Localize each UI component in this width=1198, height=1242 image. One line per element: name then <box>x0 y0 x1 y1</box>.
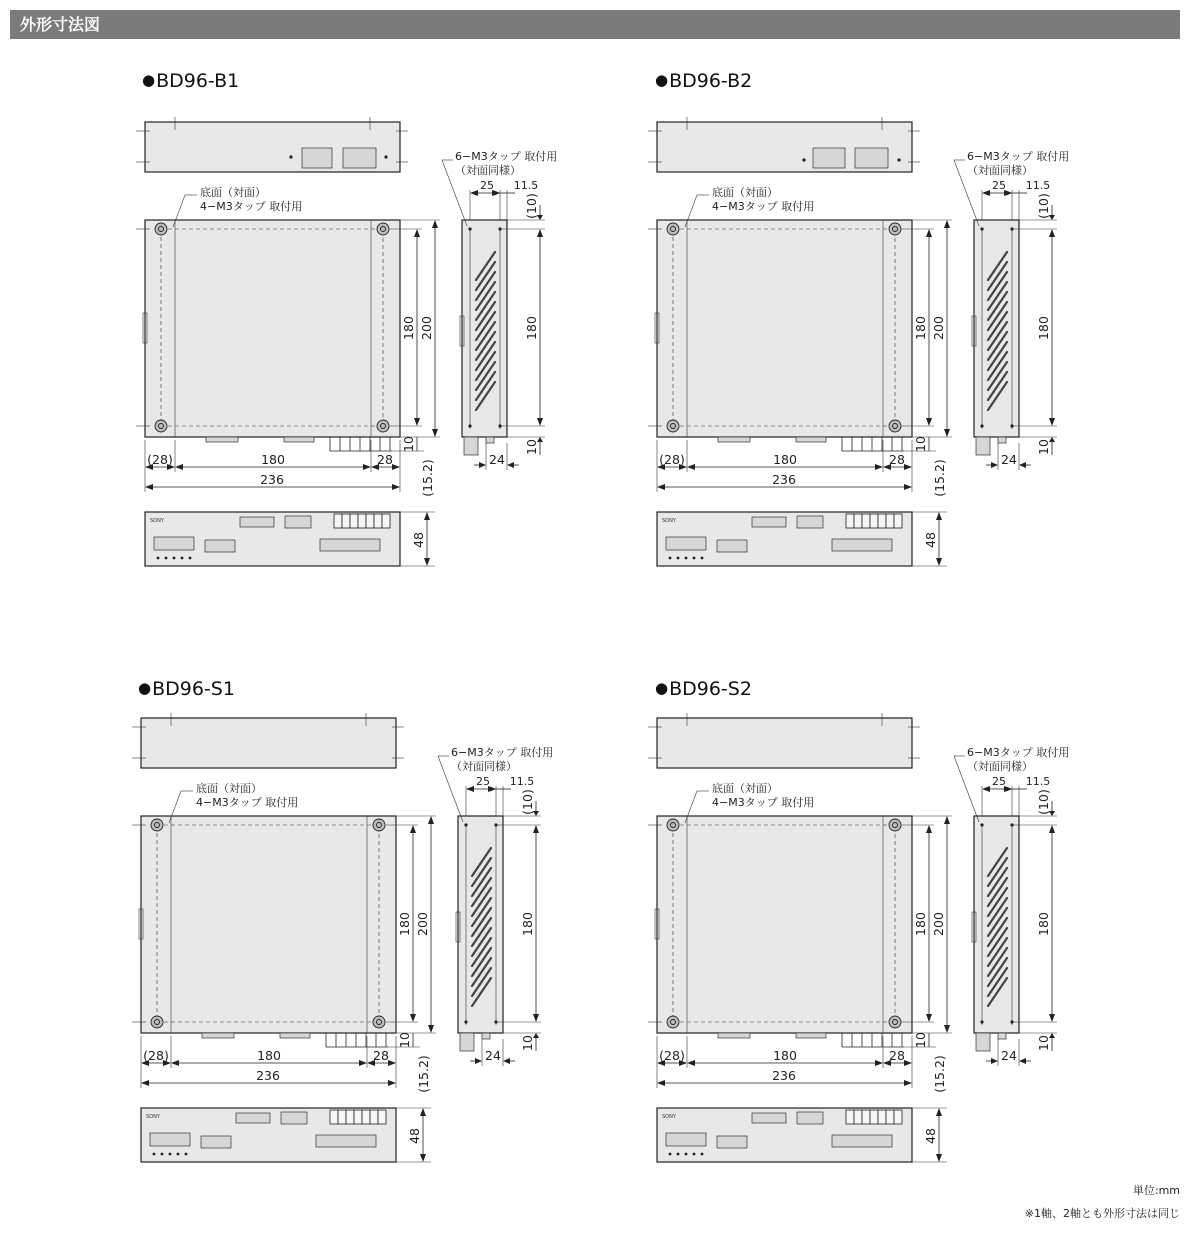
b2-dim-side-width: 24 <box>1001 452 1017 467</box>
s2-side-tap-label-1: 6−M3タップ 取付用 <box>967 746 1070 759</box>
b2-dim-depth-inner: 180 <box>913 316 928 340</box>
b1-dim-side-top-ten: (10) <box>524 193 539 219</box>
s2-dim-side-inner: 180 <box>1036 912 1051 936</box>
b2-dim-height: 48 <box>923 532 938 548</box>
b1-top-window-2 <box>343 148 376 168</box>
b2-panel-brand: SONY <box>662 518 676 524</box>
s1-side-tap-label-2: （対面同様） <box>451 760 517 773</box>
b1-dim-side-inner: 180 <box>524 316 539 340</box>
s2-bottom-tap-label-1: 底面（対面） <box>712 782 778 795</box>
s2-dim-width-inner: 180 <box>773 1048 797 1063</box>
b1-panel-brand: SONY <box>150 518 164 524</box>
b2-bottom-tap-label-1: 底面（対面） <box>712 186 778 199</box>
s1-dim-height: 48 <box>407 1128 422 1144</box>
b2-dim-depth-total: 200 <box>931 316 946 340</box>
s2-dim-left-offset: (28) <box>659 1048 685 1063</box>
b2-dim-left-offset: (28) <box>659 452 685 467</box>
b1-dim-depth-ten: 10 <box>401 436 416 452</box>
s2-dim-depth-inner: 180 <box>913 912 928 936</box>
b1-side-tap-label-2: （対面同様） <box>455 164 521 177</box>
s1-dim-width-inner: 180 <box>257 1048 281 1063</box>
model-title-b2: ●BD96-B2 <box>655 70 753 92</box>
s2-dim-depth-ten: 10 <box>913 1032 928 1048</box>
b2-dim-side-a: 25 <box>992 179 1006 192</box>
b1-dim-right-offset: 28 <box>377 452 393 467</box>
b1-dim-depth-inner: 180 <box>401 316 416 340</box>
b2-bottom-tap-label-2: 4−M3タップ 取付用 <box>712 200 815 213</box>
s1-dim-side-top-ten: (10) <box>520 789 535 815</box>
b1-bottom-tap-label-1: 底面（対面） <box>200 186 266 199</box>
s1-dim-side-inner: 180 <box>520 912 535 936</box>
s2-dim-side-a: 25 <box>992 775 1006 788</box>
b2-dim-width-total: 236 <box>772 472 796 487</box>
s2-dim-side-top-ten: (10) <box>1036 789 1051 815</box>
b1-dim-side-width: 24 <box>489 452 505 467</box>
b1-side-tap-label-1: 6−M3タップ 取付用 <box>455 150 558 163</box>
b1-top-window-1 <box>302 148 332 168</box>
b2-side-tap-label-1: 6−M3タップ 取付用 <box>967 150 1070 163</box>
b1-bottom-tap-label-2: 4−M3タップ 取付用 <box>200 200 303 213</box>
b1-dim-connector-depth: (15.2) <box>420 459 435 497</box>
b2-dim-side-top-ten: (10) <box>1036 193 1051 219</box>
b1-dim-side-a: 25 <box>480 179 494 192</box>
s2-dim-side-width: 24 <box>1001 1048 1017 1063</box>
s1-panel-brand: SONY <box>146 1114 160 1120</box>
s2-dim-depth-total: 200 <box>931 912 946 936</box>
b1-dim-depth-total: 200 <box>419 316 434 340</box>
s1-bottom-tap-label-2: 4−M3タップ 取付用 <box>196 796 299 809</box>
s2-dim-side-b: 11.5 <box>1025 775 1051 788</box>
s1-dim-side-a: 25 <box>476 775 490 788</box>
model-title-b1: ●BD96-B1 <box>142 70 240 92</box>
b1-dim-left-offset: (28) <box>147 452 173 467</box>
b2-dim-connector-depth: (15.2) <box>932 459 947 497</box>
model-title-s2: ●BD96-S2 <box>655 678 752 700</box>
s1-side-tap-label-1: 6−M3タップ 取付用 <box>451 746 554 759</box>
s1-dim-width-total: 236 <box>256 1068 280 1083</box>
s2-dim-side-bottom-ten: 10 <box>1036 1035 1051 1051</box>
s1-dim-side-width: 24 <box>485 1048 501 1063</box>
s1-dim-depth-ten: 10 <box>397 1032 412 1048</box>
b1-dim-width-inner: 180 <box>261 452 285 467</box>
s2-dim-height: 48 <box>923 1128 938 1144</box>
s1-dim-left-offset: (28) <box>143 1048 169 1063</box>
s2-bottom-tap-label-2: 4−M3タップ 取付用 <box>712 796 815 809</box>
s2-dim-right-offset: 28 <box>889 1048 905 1063</box>
b2-dim-side-bottom-ten: 10 <box>1036 439 1051 455</box>
dimension-note: ※1軸、2軸とも外形寸法は同じ <box>1024 1207 1180 1220</box>
b1-dim-width-total: 236 <box>260 472 284 487</box>
s1-dim-right-offset: 28 <box>373 1048 389 1063</box>
b1-dim-side-bottom-ten: 10 <box>524 439 539 455</box>
s2-side-tap-label-2: （対面同様） <box>967 760 1033 773</box>
b2-dim-side-inner: 180 <box>1036 316 1051 340</box>
s2-dim-connector-depth: (15.2) <box>932 1055 947 1093</box>
s1-dim-connector-depth: (15.2) <box>416 1055 431 1093</box>
b1-dim-side-b: 11.5 <box>513 179 539 192</box>
b1-dim-height: 48 <box>411 532 426 548</box>
b2-dim-right-offset: 28 <box>889 452 905 467</box>
model-title-s1: ●BD96-S1 <box>138 678 235 700</box>
b2-dim-depth-ten: 10 <box>913 436 928 452</box>
s1-dim-depth-total: 200 <box>415 912 430 936</box>
s1-dim-side-bottom-ten: 10 <box>520 1035 535 1051</box>
s1-dim-depth-inner: 180 <box>397 912 412 936</box>
unit-label: 単位:mm <box>1132 1184 1180 1197</box>
s2-dim-width-total: 236 <box>772 1068 796 1083</box>
b2-dim-width-inner: 180 <box>773 452 797 467</box>
b2-dim-side-b: 11.5 <box>1025 179 1051 192</box>
section-title: 外形寸法図 <box>10 10 1180 39</box>
s1-dim-side-b: 11.5 <box>509 775 535 788</box>
s2-panel-brand: SONY <box>662 1114 676 1120</box>
b2-side-tap-label-2: （対面同様） <box>967 164 1033 177</box>
s1-bottom-tap-label-1: 底面（対面） <box>196 782 262 795</box>
